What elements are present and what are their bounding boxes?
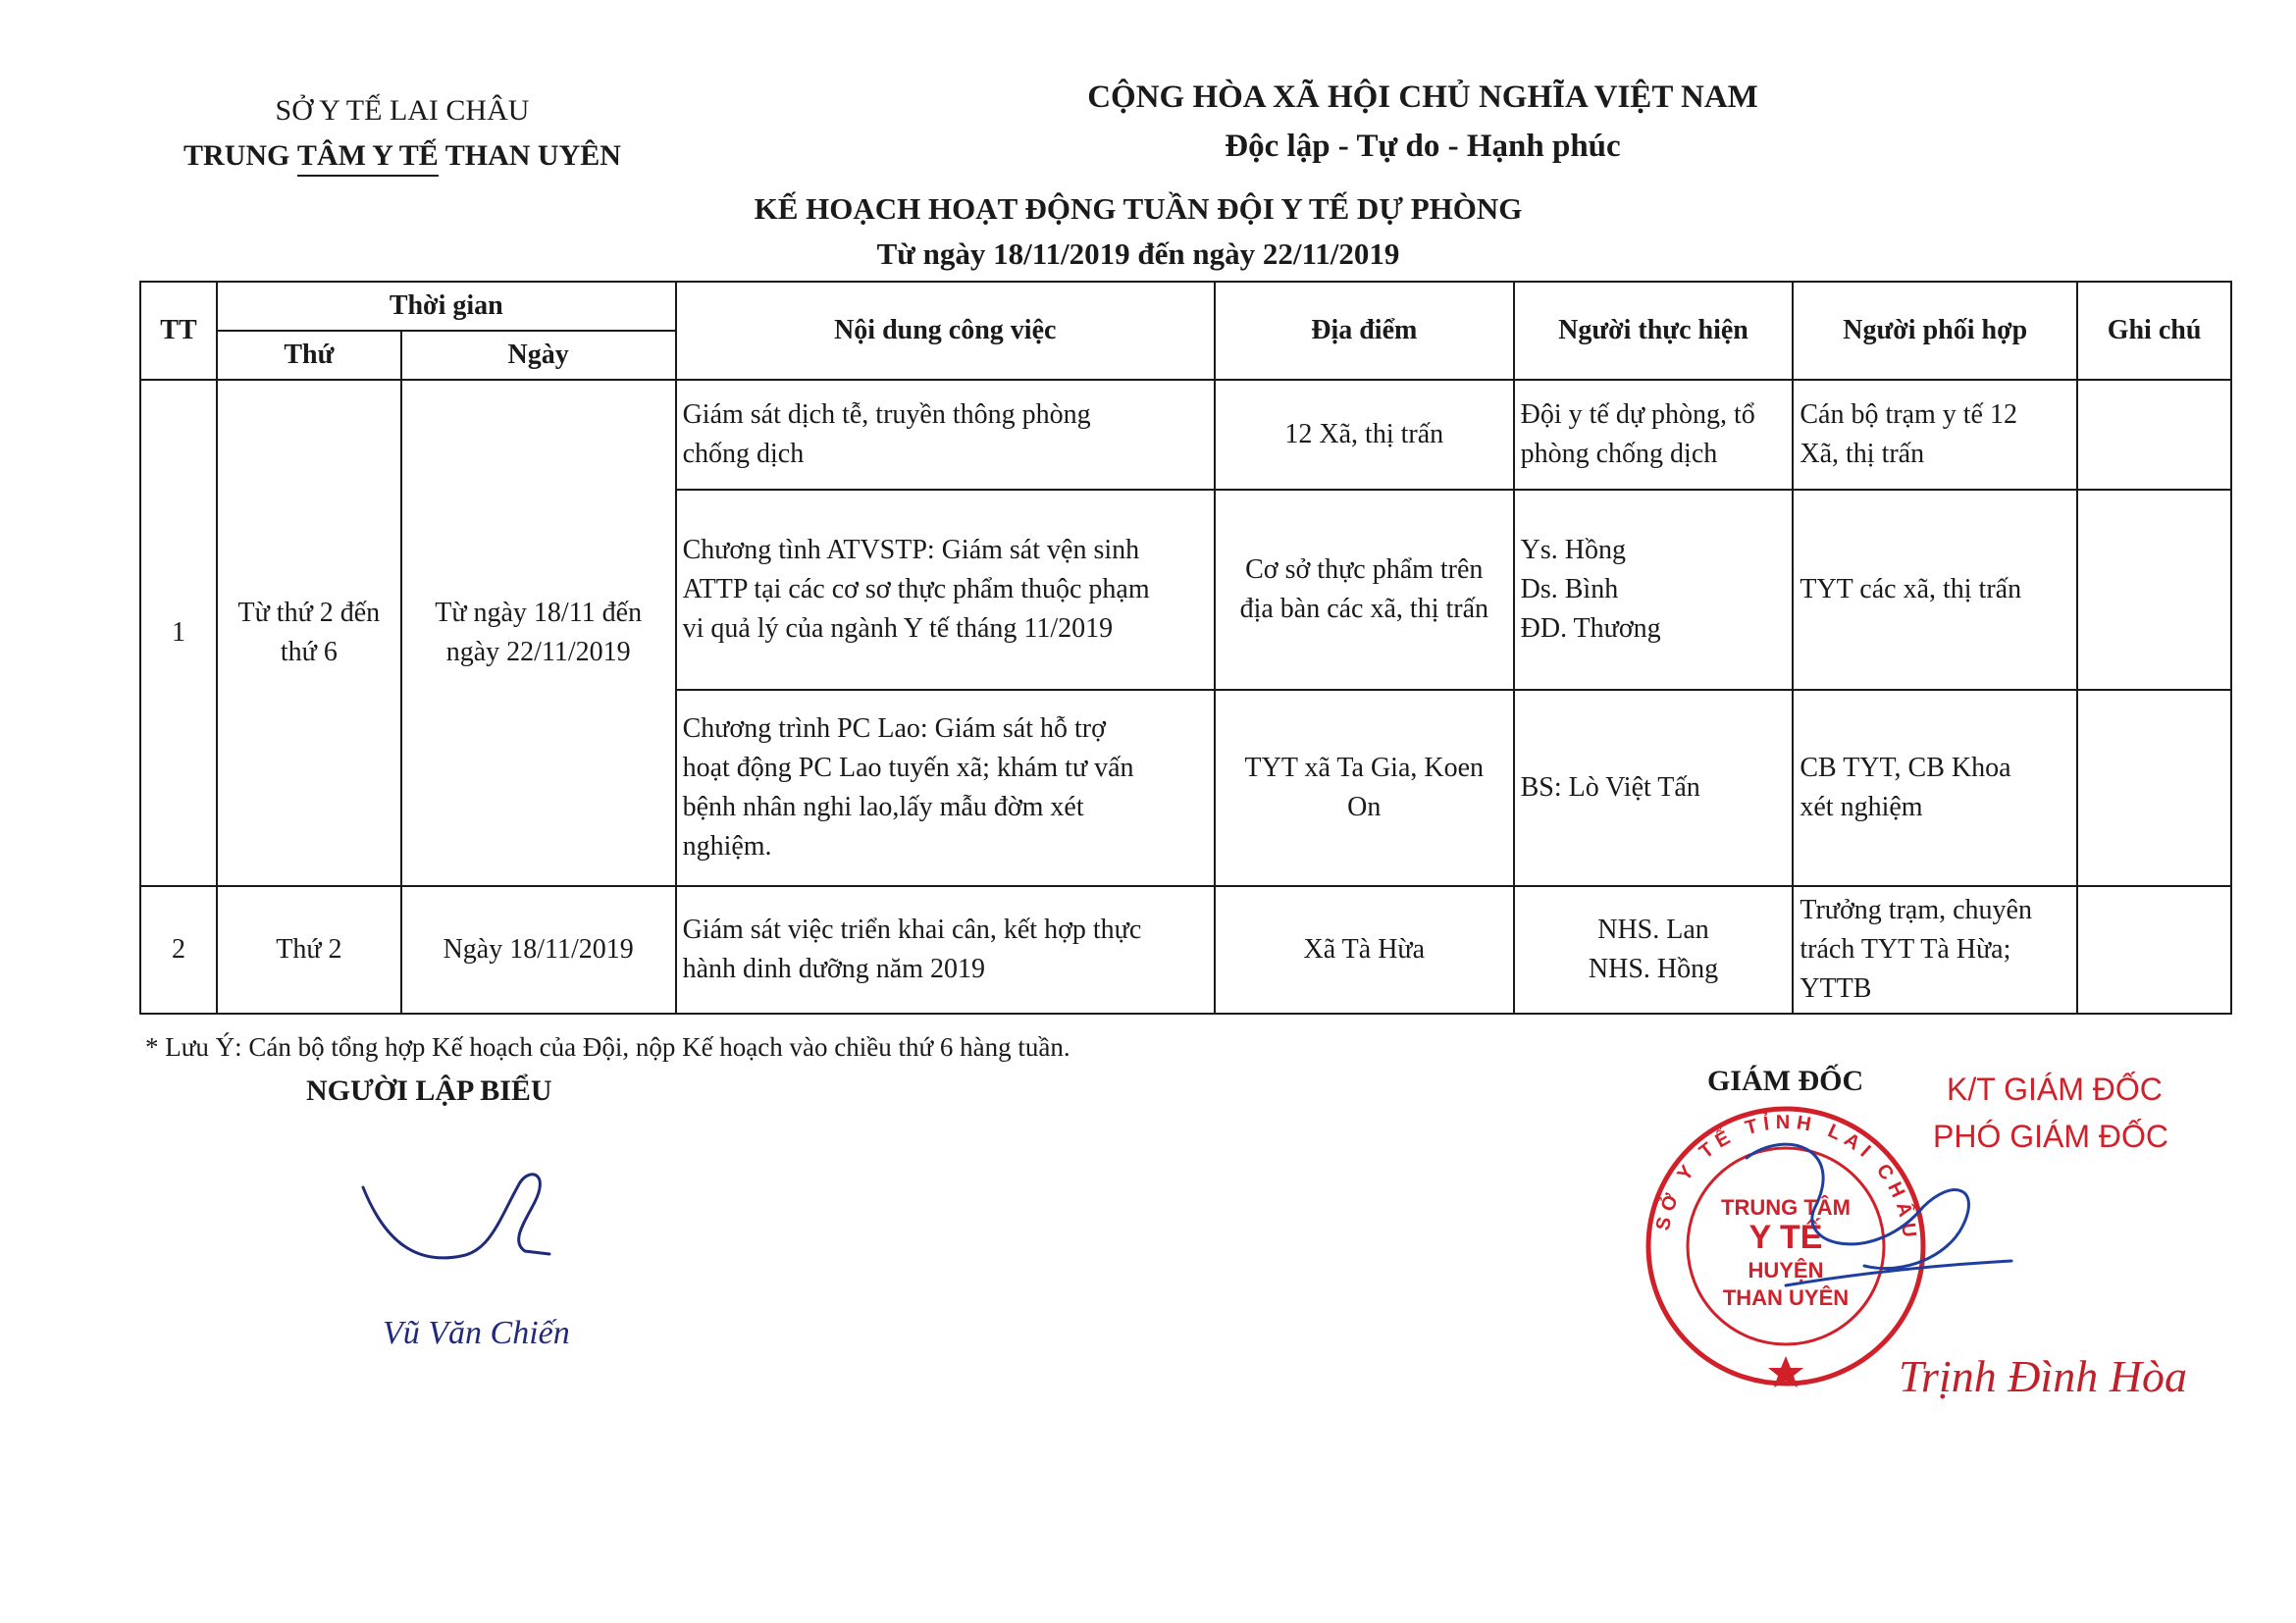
header-time: Thời gian	[217, 282, 676, 331]
stamp-outer-text: SỞ Y TẾ TỈNH LAI CHÂU	[1651, 1111, 1921, 1244]
cell-location: 12 Xã, thị trấn	[1215, 380, 1514, 490]
national-header	[981, 73, 1864, 171]
cell-performer: NHS. Lan NHS. Hồng	[1514, 886, 1794, 1014]
header-coordinator: Người phối hợp	[1793, 282, 2077, 380]
director-name: Trịnh Đình Hòa	[1899, 1351, 2187, 1401]
preparer-signature-icon	[353, 1158, 589, 1285]
agency-line-2-post: THAN UYÊN	[438, 139, 621, 172]
stamp-line-4: THAN UYÊN	[1722, 1285, 1850, 1310]
cell-location: Xã Tà Hừa	[1215, 886, 1514, 1014]
agency-header	[147, 88, 657, 179]
director-signature-icon	[1727, 1119, 2021, 1335]
cell-note	[2077, 380, 2231, 490]
title-line-1: KẾ HOẠCH HOẠT ĐỘNG TUẦN ĐỘI Y TẾ DỰ PHÒNG	[754, 191, 1523, 226]
preparer-name: Vũ Văn Chiến	[383, 1315, 570, 1351]
header-note: Ghi chú	[2077, 282, 2231, 380]
nation-line-1: CỘNG HÒA XÃ HỘI CHỦ NGHĨA VIỆT NAM	[1087, 79, 1758, 115]
cell-performer: Đội y tế dự phòng, tổ phòng chống dịch	[1514, 380, 1794, 490]
nation-line-2: Độc lập - Tự do - Hạnh phúc	[1225, 129, 1621, 164]
cell-note	[2077, 690, 2231, 886]
header-content: Nội dung công việc	[676, 282, 1215, 380]
agency-line-2-pre: TRUNG	[183, 139, 297, 172]
cell-tt: 2	[140, 886, 217, 1014]
cell-weekday: Thứ 2	[217, 886, 401, 1014]
agency-line-1: SỞ Y TẾ LAI CHÂU	[275, 94, 530, 127]
header-location: Địa điểm	[1215, 282, 1514, 380]
cell-performer: BS: Lò Việt Tấn	[1514, 690, 1794, 886]
cell-location: TYT xã Ta Gia, Koen On	[1215, 690, 1514, 886]
cell-performer: Ys. Hồng Ds. Bình ĐD. Thương	[1514, 490, 1794, 690]
stamp-line-3: HUYỆN	[1748, 1258, 1824, 1283]
deputy-line-2: PHÓ GIÁM ĐỐC	[1933, 1119, 2169, 1154]
cell-content: Chương tình ATVSTP: Giám sát vện sinh ATTP tại các cơ sơ thực phẩm thuộc phạm vi quả lý của ngành Y tế tháng 11/2019	[676, 490, 1215, 690]
title-line-2: Từ ngày 18/11/2019 đến ngày 22/11/2019	[876, 236, 1400, 271]
agency-line-2-underlined: TÂM Y TẾ	[297, 137, 439, 177]
cell-content: Giám sát việc triển khai cân, kết hợp thực hành dinh dưỡng năm 2019	[676, 886, 1215, 1014]
header-tt: TT	[140, 282, 217, 380]
header-performer: Người thực hiện	[1514, 282, 1794, 380]
table-row	[140, 380, 2231, 490]
stamp-line-1: TRUNG TÂM	[1721, 1195, 1851, 1220]
cell-coordinator: TYT các xã, thị trấn	[1793, 490, 2077, 690]
cell-tt: 1	[140, 380, 217, 886]
cell-coordinator: Cán bộ trạm y tế 12 Xã, thị trấn	[1793, 380, 2077, 490]
prepared-by-label: NGƯỜI LẬP BIỂU	[306, 1074, 552, 1107]
cell-weekday: Từ thứ 2 đến thứ 6	[217, 380, 401, 886]
cell-date: Từ ngày 18/11 đến ngày 22/11/2019	[401, 380, 676, 886]
header-weekday: Thứ	[217, 331, 401, 380]
footnote: * Lưu Ý: Cán bộ tổng hợp Kế hoạch của Đội, nộp Kế hoạch vào chiều thứ 6 hàng tuần.	[145, 1032, 1070, 1062]
cell-coordinator: CB TYT, CB Khoa xét nghiệm	[1793, 690, 2077, 886]
header-date: Ngày	[401, 331, 676, 380]
table-row	[140, 886, 2231, 1014]
deputy-line-1: K/T GIÁM ĐỐC	[1947, 1072, 2163, 1107]
director-label: GIÁM ĐỐC	[1707, 1065, 1864, 1097]
cell-date: Ngày 18/11/2019	[401, 886, 676, 1014]
stamp-line-2: Y TẾ	[1748, 1219, 1823, 1256]
cell-content: Giám sát dịch tễ, truyền thông phòng chống dịch	[676, 380, 1215, 490]
cell-location: Cơ sở thực phẩm trên địa bàn các xã, thị trấn	[1215, 490, 1514, 690]
cell-note	[2077, 886, 2231, 1014]
cell-note	[2077, 490, 2231, 690]
document-title	[549, 186, 1727, 277]
cell-coordinator: Trưởng trạm, chuyên trách TYT Tà Hừa; YTTB	[1793, 886, 2077, 1014]
cell-content: Chương trình PC Lao: Giám sát hỗ trợ hoạt động PC Lao tuyến xã; khám tư vấn bệnh nhân nghi lao,lấy mẫu đờm xét nghiệm.	[676, 690, 1215, 886]
agency-line-2	[147, 133, 657, 179]
plan-table	[139, 281, 2232, 1015]
